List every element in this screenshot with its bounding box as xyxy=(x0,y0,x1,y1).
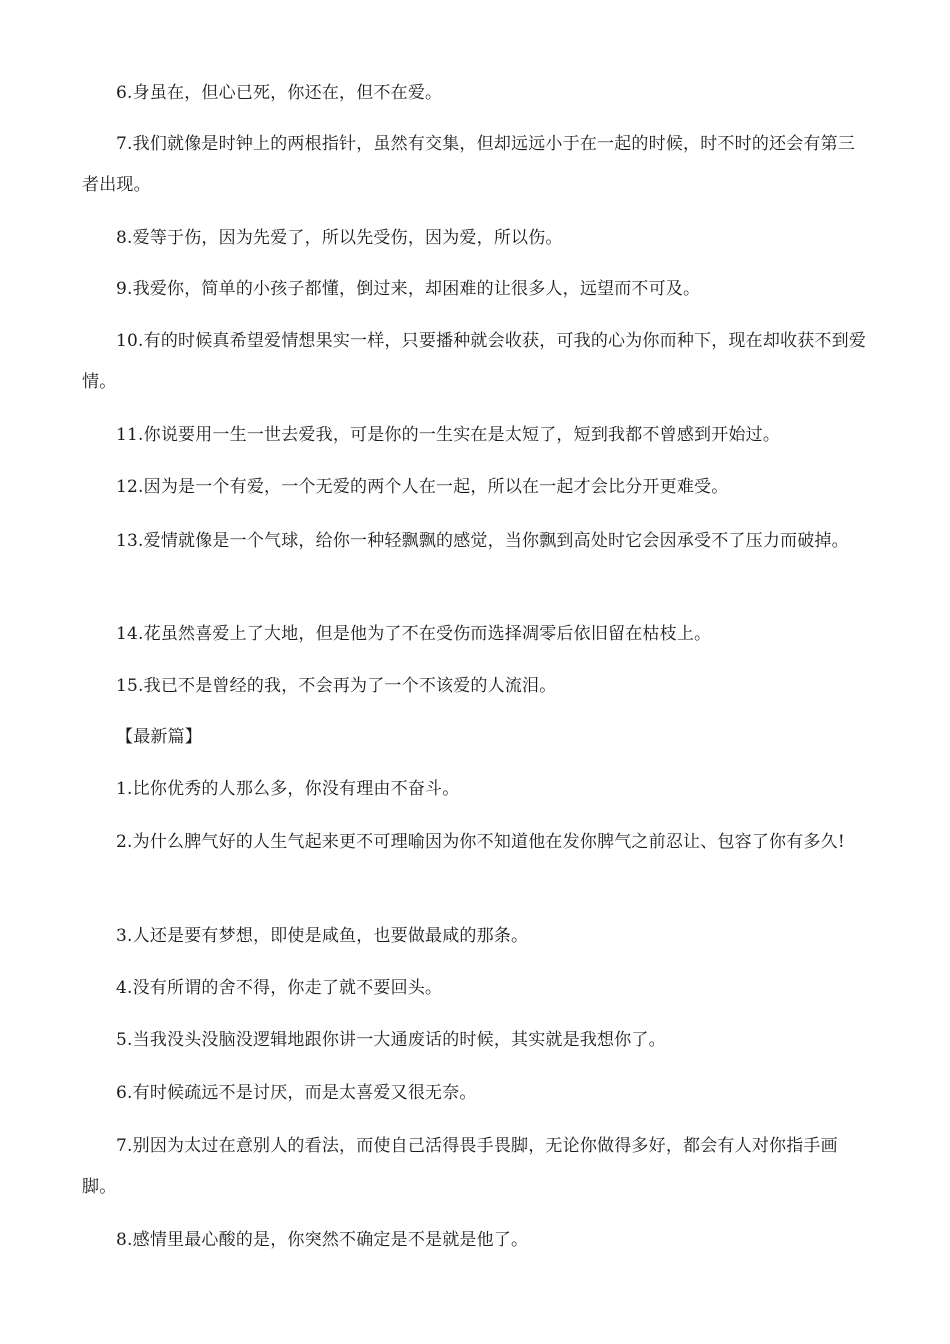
paragraph: 1.比你优秀的人那么多，你没有理由不奋斗。 xyxy=(116,779,460,799)
paragraph: 3.人还是要有梦想，即使是咸鱼，也要做最咸的那条。 xyxy=(116,926,529,946)
paragraph: 14.花虽然喜爱上了大地，但是他为了不在受伤而选择凋零后依旧留在枯枝上。 xyxy=(116,624,712,644)
paragraph: 10.有的时候真希望爱情想果实一样，只要播种就会收获，可我的心为你而种下，现在却收获不到爱情。 xyxy=(82,331,867,392)
paragraph: 13.爱情就像是一个气球，给你一种轻飘飘的感觉，当你飘到高处时它会因承受不了压力而破掉。 xyxy=(116,531,849,551)
paragraph: 15.我已不是曾经的我，不会再为了一个不该爱的人流泪。 xyxy=(116,676,557,696)
paragraph: 12.因为是一个有爱，一个无爱的两个人在一起，所以在一起才会比分开更难受。 xyxy=(116,477,729,497)
paragraph: 6.有时候疏远不是讨厌，而是太喜爱又很无奈。 xyxy=(116,1083,477,1103)
paragraph: 6.身虽在，但心已死，你还在，但不在爱。 xyxy=(116,83,443,103)
paragraph: 9.我爱你，简单的小孩子都懂，倒过来，却困难的让很多人，远望而不可及。 xyxy=(116,279,701,299)
paragraph: 8.感情里最心酸的是，你突然不确定是不是就是他了。 xyxy=(116,1230,529,1250)
paragraph: 2.为什么脾气好的人生气起来更不可理喻因为你不知道他在发你脾气之前忍让、包容了你有多久! xyxy=(116,832,845,852)
paragraph: 4.没有所谓的舍不得，你走了就不要回头。 xyxy=(116,978,443,998)
paragraph: 5.当我没头没脑没逻辑地跟你讲一大通废话的时候，其实就是我想你了。 xyxy=(116,1030,666,1050)
section-heading: 【最新篇】 xyxy=(116,727,202,747)
paragraph: 8.爱等于伤，因为先爱了，所以先受伤，因为爱，所以伤。 xyxy=(116,228,563,248)
paragraph: 11.你说要用一生一世去爱我，可是你的一生实在是太短了，短到我都不曾感到开始过。 xyxy=(116,425,781,445)
paragraph: 7.别因为太过在意别人的看法，而使自己活得畏手畏脚，无论你做得多好，都会有人对你指手画脚。 xyxy=(82,1136,838,1197)
paragraph: 7.我们就像是时钟上的两根指针，虽然有交集，但却远远小于在一起的时候，时不时的还会有第三者出现。 xyxy=(82,134,856,195)
